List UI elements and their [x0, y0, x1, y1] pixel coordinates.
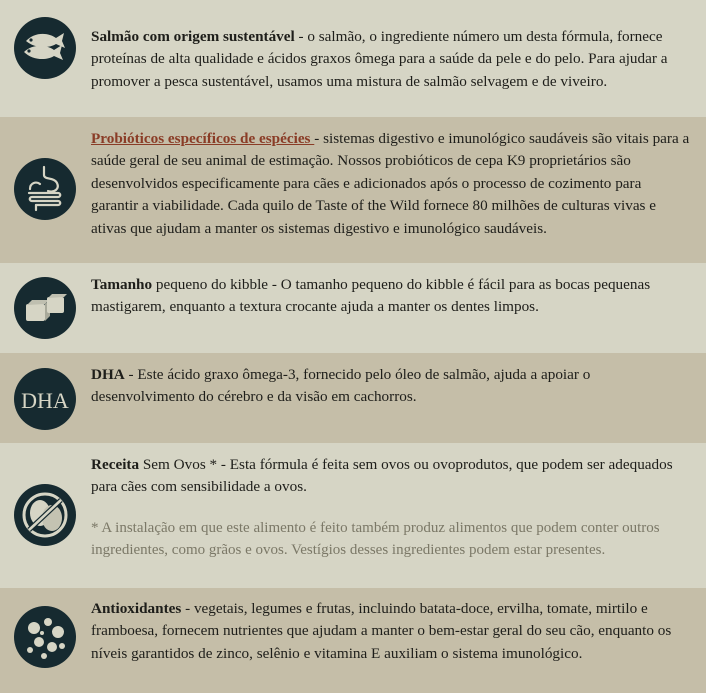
- feature-row-no-eggs: [0, 443, 706, 588]
- no-eggs-icon: [14, 484, 76, 546]
- feature-row-antioxidants: [0, 588, 706, 693]
- antioxidants-icon: [14, 606, 76, 668]
- feature-title: Tamanho: [91, 276, 153, 293]
- feature-description: - Este ácido graxo ômega-3, fornecido pelo óleo de salmão, ajuda a apoiar o desenvolvimento do cérebro e da visão em cachorros.: [91, 366, 591, 406]
- feature-row-salmon: [0, 0, 706, 117]
- feature-row-probiotics: [0, 117, 706, 263]
- feature-row-kibble: [0, 263, 706, 353]
- feature-title: DHA: [91, 366, 125, 383]
- dha-icon: [14, 368, 76, 430]
- feature-description: - o salmão, o ingrediente número um desta fórmula, fornece proteínas de alta qualidade e ácidos graxos ômega para a saúde da pele e do pelo. Para ajudar a promover a pesca sustentável, usamos uma mistura de salmão selvagem e de viveiro.: [91, 28, 668, 90]
- feature-description: Sem Ovos * - Esta fórmula é feita sem ovos ou ovoprodutos, que podem ser adequados para cães com sensibilidade a ovos.: [91, 456, 673, 496]
- kibble-icon: [14, 277, 76, 339]
- feature-title: Salmão com origem sustentável: [91, 28, 295, 45]
- feature-description: - sistemas digestivo e imunológico saudáveis são vitais para a saúde geral de seu animal de estimação. Nossos probióticos de cepa K9 proprietários são desenvolvidos especificamente para cães e adicionados após o processo de cozimento para garantir a viabilidade. Cada quilo de Taste of the Wild fornece 80 milhões de culturas vivas e ativas que ajudam a manter os sistemas digestivo e imunológico saudáveis.: [91, 130, 690, 237]
- feature-text-probiotics: [91, 128, 692, 240]
- fish-icon: [14, 17, 76, 79]
- probiotics-link[interactable]: Probióticos específicos de espécies: [91, 130, 315, 147]
- dha-icon-label: DHA: [21, 388, 69, 413]
- feature-text-antioxidants: [91, 598, 692, 665]
- feature-text-dha: [91, 364, 692, 409]
- feature-text-kibble: [91, 274, 692, 319]
- feature-title: Receita: [91, 456, 140, 473]
- digestive-system-icon: [14, 158, 76, 220]
- feature-text-salmon: [91, 26, 692, 93]
- allergen-note: * A instalação em que este alimento é feito também produz alimentos que podem conter outros ingredientes, como grãos e ovos. Vestígios desses ingredientes podem estar presentes.: [91, 519, 660, 559]
- feature-row-dha: [0, 353, 706, 443]
- feature-description: pequeno do kibble - O tamanho pequeno do kibble é fácil para as bocas pequenas mastigarem, enquanto a textura crocante ajuda a manter os dentes limpos.: [91, 276, 651, 316]
- feature-description: - vegetais, legumes e frutas, incluindo batata-doce, ervilha, tomate, mirtilo e framboesa, fornecem nutrientes que ajudam a manter o bem-estar geral do seu cão, enquanto os níveis garantidos de zinco, selênio e vitamina E auxiliam o sistema imunológico.: [91, 600, 672, 662]
- feature-text-no-eggs: [91, 454, 692, 562]
- feature-title: Antioxidantes: [91, 600, 182, 617]
